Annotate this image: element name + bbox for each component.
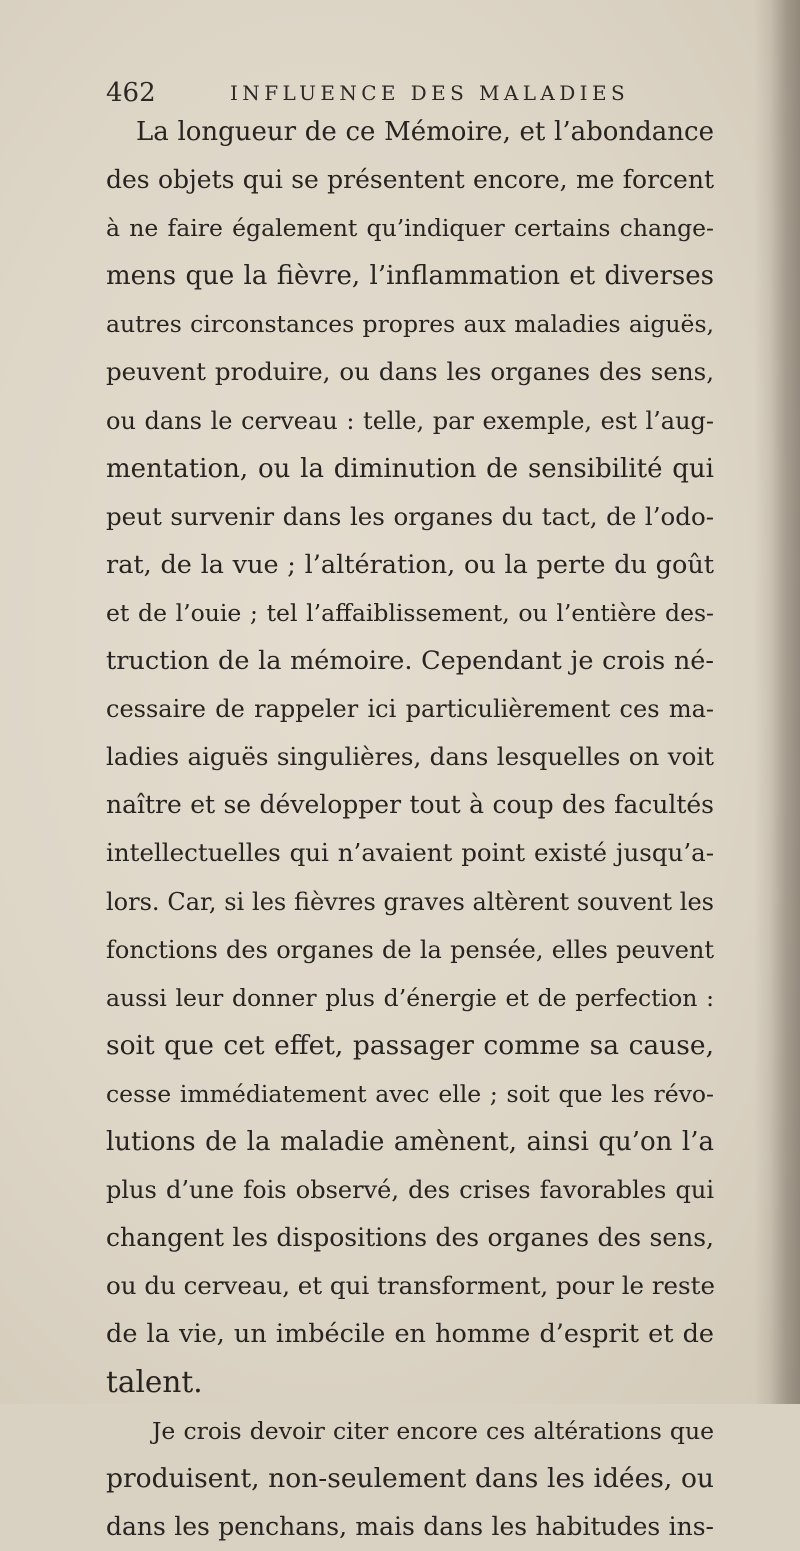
text-line: ladies aiguës singulières, dans lesquelles on voit [106,742,714,772]
text-line: ou dans le cerveau : telle, par exemple, est l’aug- [106,406,714,435]
text-line: cesse immédiatement avec elle ; soit que les révo- [106,1079,714,1108]
text-line: mentation, ou la diminution de sensibilité qui [106,453,714,484]
text-line: dans les penchans, mais dans les habitudes ins- [106,1511,714,1541]
running-head: INFLUENCE DES MALADIES [230,81,630,105]
text-line: peut survenir dans les organes du tact, de l’odo- [106,501,714,531]
text-line: aussi leur donner plus d’énergie et de perfection : [106,983,714,1012]
text-line: peuvent produire, ou dans les organes des sens, [106,357,714,387]
text-line: autres circonstances propres aux maladies aiguës, [106,310,714,339]
text-line: à ne faire également qu’indiquer certains change- [106,214,714,243]
text-line: plus d’une fois observé, des crises favorables qui [106,1176,714,1205]
text-line: et de l’ouie ; tel l’affaiblissement, ou l’entière des- [106,598,714,627]
body-text [106,108,714,1551]
text-line: intellectuelles qui n’avaient point existé jusqu’a- [106,838,714,868]
text-line: truction de la mémoire. Cependant je crois né- [106,646,714,677]
text-line: soit que cet effet, passager comme sa cause, [106,1029,714,1061]
text-line: lutions de la maladie amènent, ainsi qu’on l’a [106,1126,714,1157]
page-number: 462 [106,78,156,108]
text-line: produisent, non-seulement dans les idées, ou [106,1462,714,1494]
text-line: lors. Car, si les fièvres graves altèrent souvent les [106,887,714,916]
page-header [106,76,706,110]
text-line: rat, de la vue ; l’altération, ou la perte du goût [106,549,714,580]
text-line: talent. [106,1365,203,1400]
text-line: cessaire de rappeler ici particulièrement ces ma- [106,695,714,724]
page-edge-shadow [754,0,800,1404]
text-line: fonctions des organes de la pensée, elles peuvent [106,935,714,964]
text-line: des objets qui se présentent encore, me forcent [106,165,714,195]
text-line: La longueur de ce Mémoire, et l’abondance [136,117,714,147]
text-line: naître et se développer tout à coup des facultés [106,790,714,820]
text-line: ou du cerveau, et qui transforment, pour le reste [106,1271,715,1301]
text-line: de la vie, un imbécile en homme d’esprit et de [106,1319,714,1350]
text-line: mens que la fièvre, l’inflammation et diverses [106,261,714,292]
text-line: changent les dispositions des organes des sens, [106,1223,714,1253]
text-line: Je crois devoir citer encore ces altérations que [152,1416,714,1445]
